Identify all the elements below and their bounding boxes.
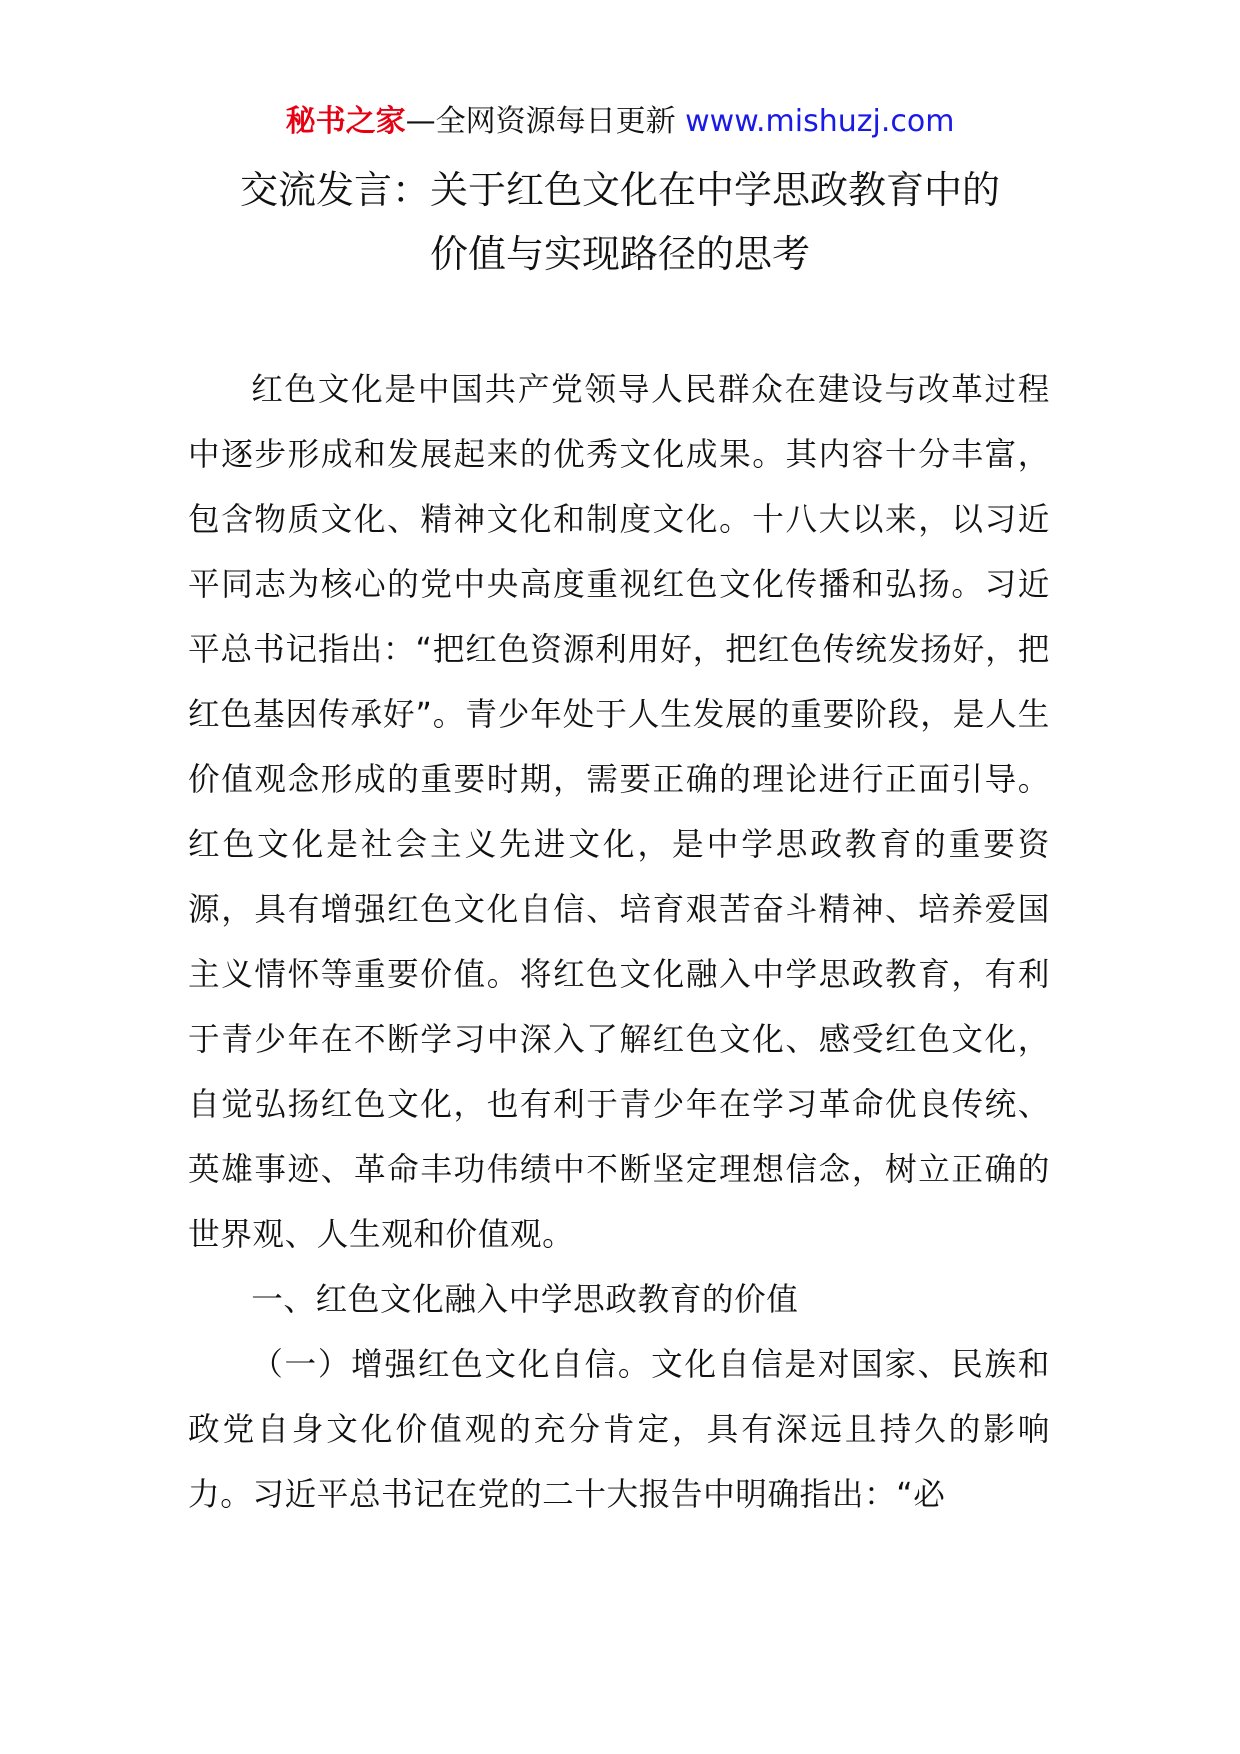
title-line-2: 价值与实现路径的思考: [429, 232, 810, 276]
banner-brand: 秘书之家: [285, 104, 406, 139]
banner-url-link[interactable]: www.mishuzj.com: [685, 104, 955, 139]
title-line-1: 交流发言：关于红色文化在中学思政教育中的: [239, 168, 1000, 212]
banner-slogan: —全网资源每日更新: [405, 104, 686, 139]
body-paragraph-2: （一）增强红色文化自信。文化自信是对国家、民族和政党自身文化价值观的充分肯定，具有深远且持久的影响力。习近平总书记在党的二十大报告中明确指出：“必: [188, 1347, 1050, 1513]
site-banner: [0, 100, 1240, 144]
body-paragraph-1: 红色文化是中国共产党领导人民群众在建设与改革过程中逐步形成和发展起来的优秀文化成果。其内容十分丰富，包含物质文化、精神文化和制度文化。十八大以来，以习近平同志为核心的党中央高度重视红色文化传播和弘扬。习近平总书记指出：“把红色资源利用好，把红色传统发扬好，把红色基因传承好”。青少年处于人生发展的重要阶段，是人生价值观念形成的重要时期，需要正确的理论进行正面引导。红色文化是社会主义先进文化，是中学思政教育的重要资源，具有增强红色文化自信、培育艰苦奋斗精神、培养爱国主义情怀等重要价值。将红色文化融入中学思政教育，有利于青少年在不断学习中深入了解红色文化、感受红色文化，自觉弘扬红色文化，也有利于青少年在学习革命优良传统、英雄事迹、革命丰功伟绩中不断坚定理想信念，树立正确的世界观、人生观和价值观。: [188, 372, 1050, 1253]
section-heading-1: 一、红色文化融入中学思政教育的价值: [251, 1282, 799, 1318]
document-title: [150, 158, 1090, 286]
document-body: [188, 358, 1050, 1528]
